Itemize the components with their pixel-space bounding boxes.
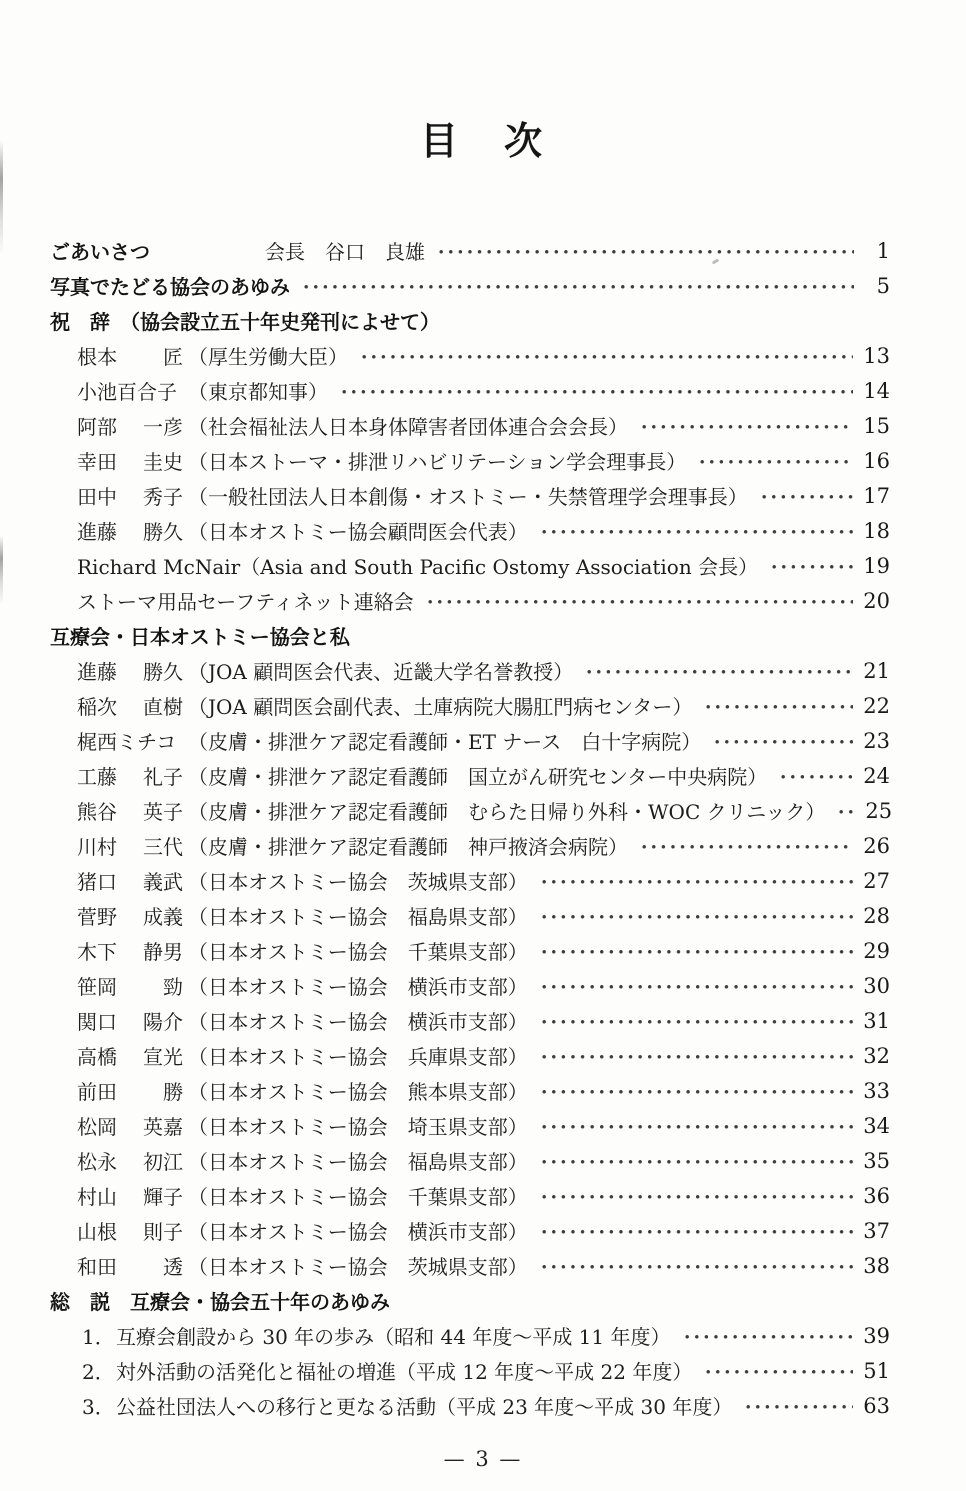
row-text: （東京都知事） — [188, 380, 328, 404]
row-text: （日本オストミー協会 横浜市支部） — [188, 975, 528, 999]
scan-edge-artifact — [0, 535, 3, 605]
row-surname: 幸田 — [77, 450, 117, 474]
row-given-name: 匠 — [163, 345, 183, 369]
row-name-block — [77, 411, 183, 440]
row-given-name: 三代 — [143, 835, 183, 859]
row-name-block — [77, 1041, 183, 1070]
row-surname: 和田 — [77, 1255, 117, 1279]
row-name-block — [77, 901, 183, 930]
page-number: 20 — [863, 588, 890, 613]
dot-leader — [342, 389, 853, 395]
page-number: 14 — [863, 378, 890, 403]
toc-row — [50, 1213, 890, 1248]
dot-leader — [706, 704, 853, 710]
row-given-name: 直樹 — [143, 695, 183, 719]
dot-leader — [439, 249, 854, 255]
page-number: 23 — [863, 728, 890, 753]
row-given-name: 陽介 — [143, 1010, 183, 1034]
row-given-name: 初江 — [143, 1150, 183, 1174]
row-name-block — [77, 1111, 183, 1140]
toc-row — [50, 268, 890, 303]
toc-row — [50, 793, 893, 828]
row-text: （JOA 顧問医会代表、近畿大学名誉教授） — [188, 660, 574, 684]
toc-row — [50, 513, 890, 548]
toc-row — [50, 1353, 890, 1388]
row-given-name: 秀子 — [143, 485, 183, 509]
row-text: （皮膚・排泄ケア認定看護師 国立がん研究センター中央病院） — [188, 765, 768, 789]
row-surname: 工藤 — [77, 765, 117, 789]
row-surname: 熊谷 — [77, 800, 117, 824]
dot-leader — [542, 529, 853, 535]
row-name-block — [77, 1146, 183, 1175]
page-number: 34 — [863, 1113, 890, 1138]
row-label: 写真でたどる協会のあゆみ — [50, 275, 290, 299]
dot-leader — [839, 809, 855, 815]
row-text: （日本オストミー協会 茨城県支部） — [188, 1255, 528, 1279]
row-name-block — [77, 691, 183, 720]
row-text: 対外活動の活発化と福祉の増進（平成 12 年度～平成 22 年度） — [116, 1360, 693, 1384]
toc-row — [50, 898, 890, 933]
row-surname: 村山 — [77, 1185, 117, 1209]
row-text: 会長 谷口 良雄 — [265, 240, 425, 264]
toc-row — [50, 1038, 890, 1073]
row-text: （日本オストミー協会 福島県支部） — [188, 905, 528, 929]
toc-row — [50, 1318, 890, 1353]
row-label: 2． — [82, 1360, 115, 1384]
row-text: （日本オストミー協会 熊本県支部） — [188, 1080, 528, 1104]
dot-leader — [642, 844, 853, 850]
page-number: 22 — [863, 693, 890, 718]
row-given-name: 義武 — [143, 870, 183, 894]
toc-row — [50, 583, 890, 618]
row-given-name: 勝 — [163, 1080, 183, 1104]
row-label: 3． — [82, 1395, 115, 1419]
toc-row — [50, 828, 890, 863]
row-name-block — [77, 831, 183, 860]
page-number: 39 — [863, 1323, 890, 1348]
row-surname: 阿部 — [77, 415, 117, 439]
row-given-name: 宣光 — [143, 1045, 183, 1069]
row-label: 祝 辞 （協会設立五十年史発刊によせて） — [50, 310, 440, 334]
row-text: （日本オストミー協会 兵庫県支部） — [188, 1045, 528, 1069]
page-number: 36 — [863, 1183, 890, 1208]
row-name-block — [77, 1006, 183, 1035]
row-label: 互療会・日本オストミー協会と私 — [50, 625, 350, 649]
toc-row — [50, 1388, 890, 1423]
toc-row — [50, 443, 890, 478]
row-text: （日本オストミー協会 横浜市支部） — [188, 1220, 528, 1244]
toc-row — [50, 933, 890, 968]
page-number: 29 — [863, 938, 890, 963]
row-name-block — [77, 866, 183, 895]
row-surname: 猪口 — [77, 870, 117, 894]
dot-leader — [542, 1054, 853, 1060]
row-text: 公益社団法人への移行と更なる活動（平成 23 年度～平成 30 年度） — [116, 1395, 733, 1419]
toc-row — [50, 1248, 890, 1283]
dot-leader — [542, 1264, 853, 1270]
row-surname: 田中 — [77, 485, 117, 509]
toc-row — [50, 758, 890, 793]
row-given-name: 勁 — [163, 975, 183, 999]
dot-leader — [642, 424, 853, 430]
dot-leader — [542, 1019, 853, 1025]
row-surname: 菅野 — [77, 905, 117, 929]
dot-leader — [772, 564, 853, 570]
page-number: 24 — [863, 763, 890, 788]
toc-row — [50, 373, 890, 408]
row-given-name: 勝久 — [143, 520, 183, 544]
dot-leader — [542, 1124, 853, 1130]
row-text: （日本ストーマ・排泄リハビリテーション学会理事長） — [188, 450, 687, 474]
dot-leader — [762, 494, 853, 500]
toc-row — [50, 1283, 890, 1318]
row-given-name: 礼子 — [143, 765, 183, 789]
dot-leader — [542, 1159, 853, 1165]
row-surname: 松永 — [77, 1150, 117, 1174]
row-name-block — [77, 481, 183, 510]
row-name-block — [77, 376, 183, 405]
row-surname: 根本 — [77, 345, 117, 369]
dot-leader — [542, 949, 853, 955]
dot-leader — [781, 774, 853, 780]
dot-leader — [685, 1334, 854, 1340]
row-text: （社会福祉法人日本身体障害者団体連合会会長） — [188, 415, 628, 439]
dot-leader — [542, 879, 853, 885]
row-label: ごあいさつ — [50, 240, 150, 264]
row-text: （日本オストミー協会 横浜市支部） — [188, 1010, 528, 1034]
row-surname: 川村 — [77, 835, 117, 859]
row-given-name: 静男 — [143, 940, 183, 964]
dot-leader — [700, 459, 853, 465]
row-surname: 松岡 — [77, 1115, 117, 1139]
row-surname: 稲次 — [77, 695, 117, 719]
dot-leader — [542, 984, 853, 990]
page-number: 28 — [863, 903, 890, 928]
row-given-name: 勝久 — [143, 660, 183, 684]
row-text: Richard McNair（Asia and South Pacific Ostomy Association 会長） — [77, 555, 759, 579]
row-surname: 進藤 — [77, 520, 117, 544]
page-number: 32 — [863, 1043, 890, 1068]
row-name-block — [77, 1076, 183, 1105]
page-number: 33 — [863, 1078, 890, 1103]
row-text: （日本オストミー協会 福島県支部） — [188, 1150, 528, 1174]
toc-row — [50, 338, 890, 373]
toc-row — [50, 1003, 890, 1038]
page-number: 27 — [863, 868, 890, 893]
page-number: 30 — [863, 973, 890, 998]
row-name-block — [77, 656, 183, 685]
row-text: （日本オストミー協会顧問医会代表） — [188, 520, 528, 544]
row-surname: 木下 — [77, 940, 117, 964]
row-label: 総 説 互療会・協会五十年のあゆみ — [50, 1290, 390, 1314]
row-text: （日本オストミー協会 埼玉県支部） — [188, 1115, 528, 1139]
row-text: 互療会創設から 30 年の歩み（昭和 44 年度～平成 11 年度） — [116, 1325, 671, 1349]
page-number: 51 — [863, 1358, 890, 1383]
row-text: （皮膚・排泄ケア認定看護師・ET ナース 白十字病院） — [188, 730, 702, 754]
row-name-block — [77, 936, 183, 965]
row-surname: 山根 — [77, 1220, 117, 1244]
row-text: （日本オストミー協会 千葉県支部） — [188, 1185, 528, 1209]
row-name-block — [77, 971, 183, 1000]
dot-leader — [542, 1089, 853, 1095]
row-given-name: 則子 — [143, 1220, 183, 1244]
row-given-name: 英子 — [143, 800, 183, 824]
row-surname: 笹岡 — [77, 975, 117, 999]
dot-leader — [587, 669, 853, 675]
page-number: 21 — [863, 658, 890, 683]
row-text: （厚生労働大臣） — [188, 345, 348, 369]
row-given-name: 英嘉 — [143, 1115, 183, 1139]
row-name-block — [77, 341, 183, 370]
row-given-name: 一彦 — [143, 415, 183, 439]
row-name-block — [77, 1251, 183, 1280]
toc-row — [50, 1073, 890, 1108]
page-number-footer: — 3 — — [443, 1447, 523, 1471]
dot-leader — [706, 1369, 853, 1375]
toc-row — [50, 968, 890, 1003]
dot-leader — [542, 1229, 853, 1235]
toc-row — [50, 723, 890, 758]
toc-row — [50, 408, 890, 443]
page-number: 31 — [863, 1008, 890, 1033]
row-text: ストーマ用品セーフティネット連絡会 — [77, 590, 414, 614]
toc-row — [50, 478, 890, 513]
row-name-block — [77, 726, 183, 755]
row-name-block — [77, 761, 183, 790]
page-number: 25 — [865, 798, 893, 823]
dot-leader — [304, 284, 854, 290]
row-name-block — [77, 1216, 183, 1245]
dot-leader — [746, 1404, 853, 1410]
page-number: 38 — [863, 1253, 890, 1278]
row-text: （JOA 顧問医会副代表、土庫病院大腸肛門病センター） — [188, 695, 693, 719]
toc-row — [50, 1143, 890, 1178]
toc-row — [50, 653, 890, 688]
row-surname: 前田 — [77, 1080, 117, 1104]
page-number: 35 — [863, 1148, 890, 1173]
page-number: 5 — [876, 273, 890, 298]
toc-row — [50, 863, 890, 898]
page-number: 18 — [863, 518, 890, 543]
page-number: 26 — [863, 833, 890, 858]
row-text: （皮膚・排泄ケア認定看護師 神戸掖済会病院） — [188, 835, 628, 859]
toc-row — [50, 233, 890, 268]
toc-list — [50, 233, 893, 1423]
row-name-block — [77, 1181, 183, 1210]
page-number: 15 — [863, 413, 890, 438]
row-text: （皮膚・排泄ケア認定看護師 むらた日帰り外科・WOC クリニック） — [188, 800, 826, 824]
page-number: 37 — [863, 1218, 890, 1243]
page-number: 13 — [863, 343, 890, 368]
row-surname: 小池百合子 — [77, 380, 177, 404]
dot-leader — [428, 599, 854, 605]
page-number: 63 — [863, 1393, 890, 1418]
page-number: 1 — [876, 238, 890, 263]
page-number: 17 — [863, 483, 890, 508]
row-text: （日本オストミー協会 千葉県支部） — [188, 940, 528, 964]
toc-row — [50, 618, 890, 653]
page-number: 19 — [863, 553, 890, 578]
toc-row — [50, 303, 890, 338]
row-text: （一般社団法人日本創傷・オストミー・失禁管理学会理事長） — [188, 485, 748, 509]
row-surname: 進藤 — [77, 660, 117, 684]
dot-leader — [542, 1194, 853, 1200]
row-name-block — [77, 446, 183, 475]
row-name-block — [77, 516, 183, 545]
page-title: 目 次 — [419, 118, 546, 163]
row-given-name: 輝子 — [143, 1185, 183, 1209]
toc-row — [50, 1108, 890, 1143]
row-given-name: 成義 — [143, 905, 183, 929]
row-given-name: 圭史 — [143, 450, 183, 474]
row-text: （日本オストミー協会 茨城県支部） — [188, 870, 528, 894]
row-label: 1． — [82, 1325, 115, 1349]
page-number: 16 — [863, 448, 890, 473]
toc-row — [50, 548, 890, 583]
toc-row — [50, 688, 890, 723]
dot-leader — [542, 914, 853, 920]
dot-leader — [362, 354, 853, 360]
row-given-name: 透 — [163, 1255, 183, 1279]
row-surname: 梶西ミチコ — [77, 730, 177, 754]
row-surname: 高橋 — [77, 1045, 117, 1069]
row-surname: 関口 — [77, 1010, 117, 1034]
toc-row — [50, 1178, 890, 1213]
dot-leader — [715, 739, 853, 745]
row-name-block — [77, 796, 183, 825]
